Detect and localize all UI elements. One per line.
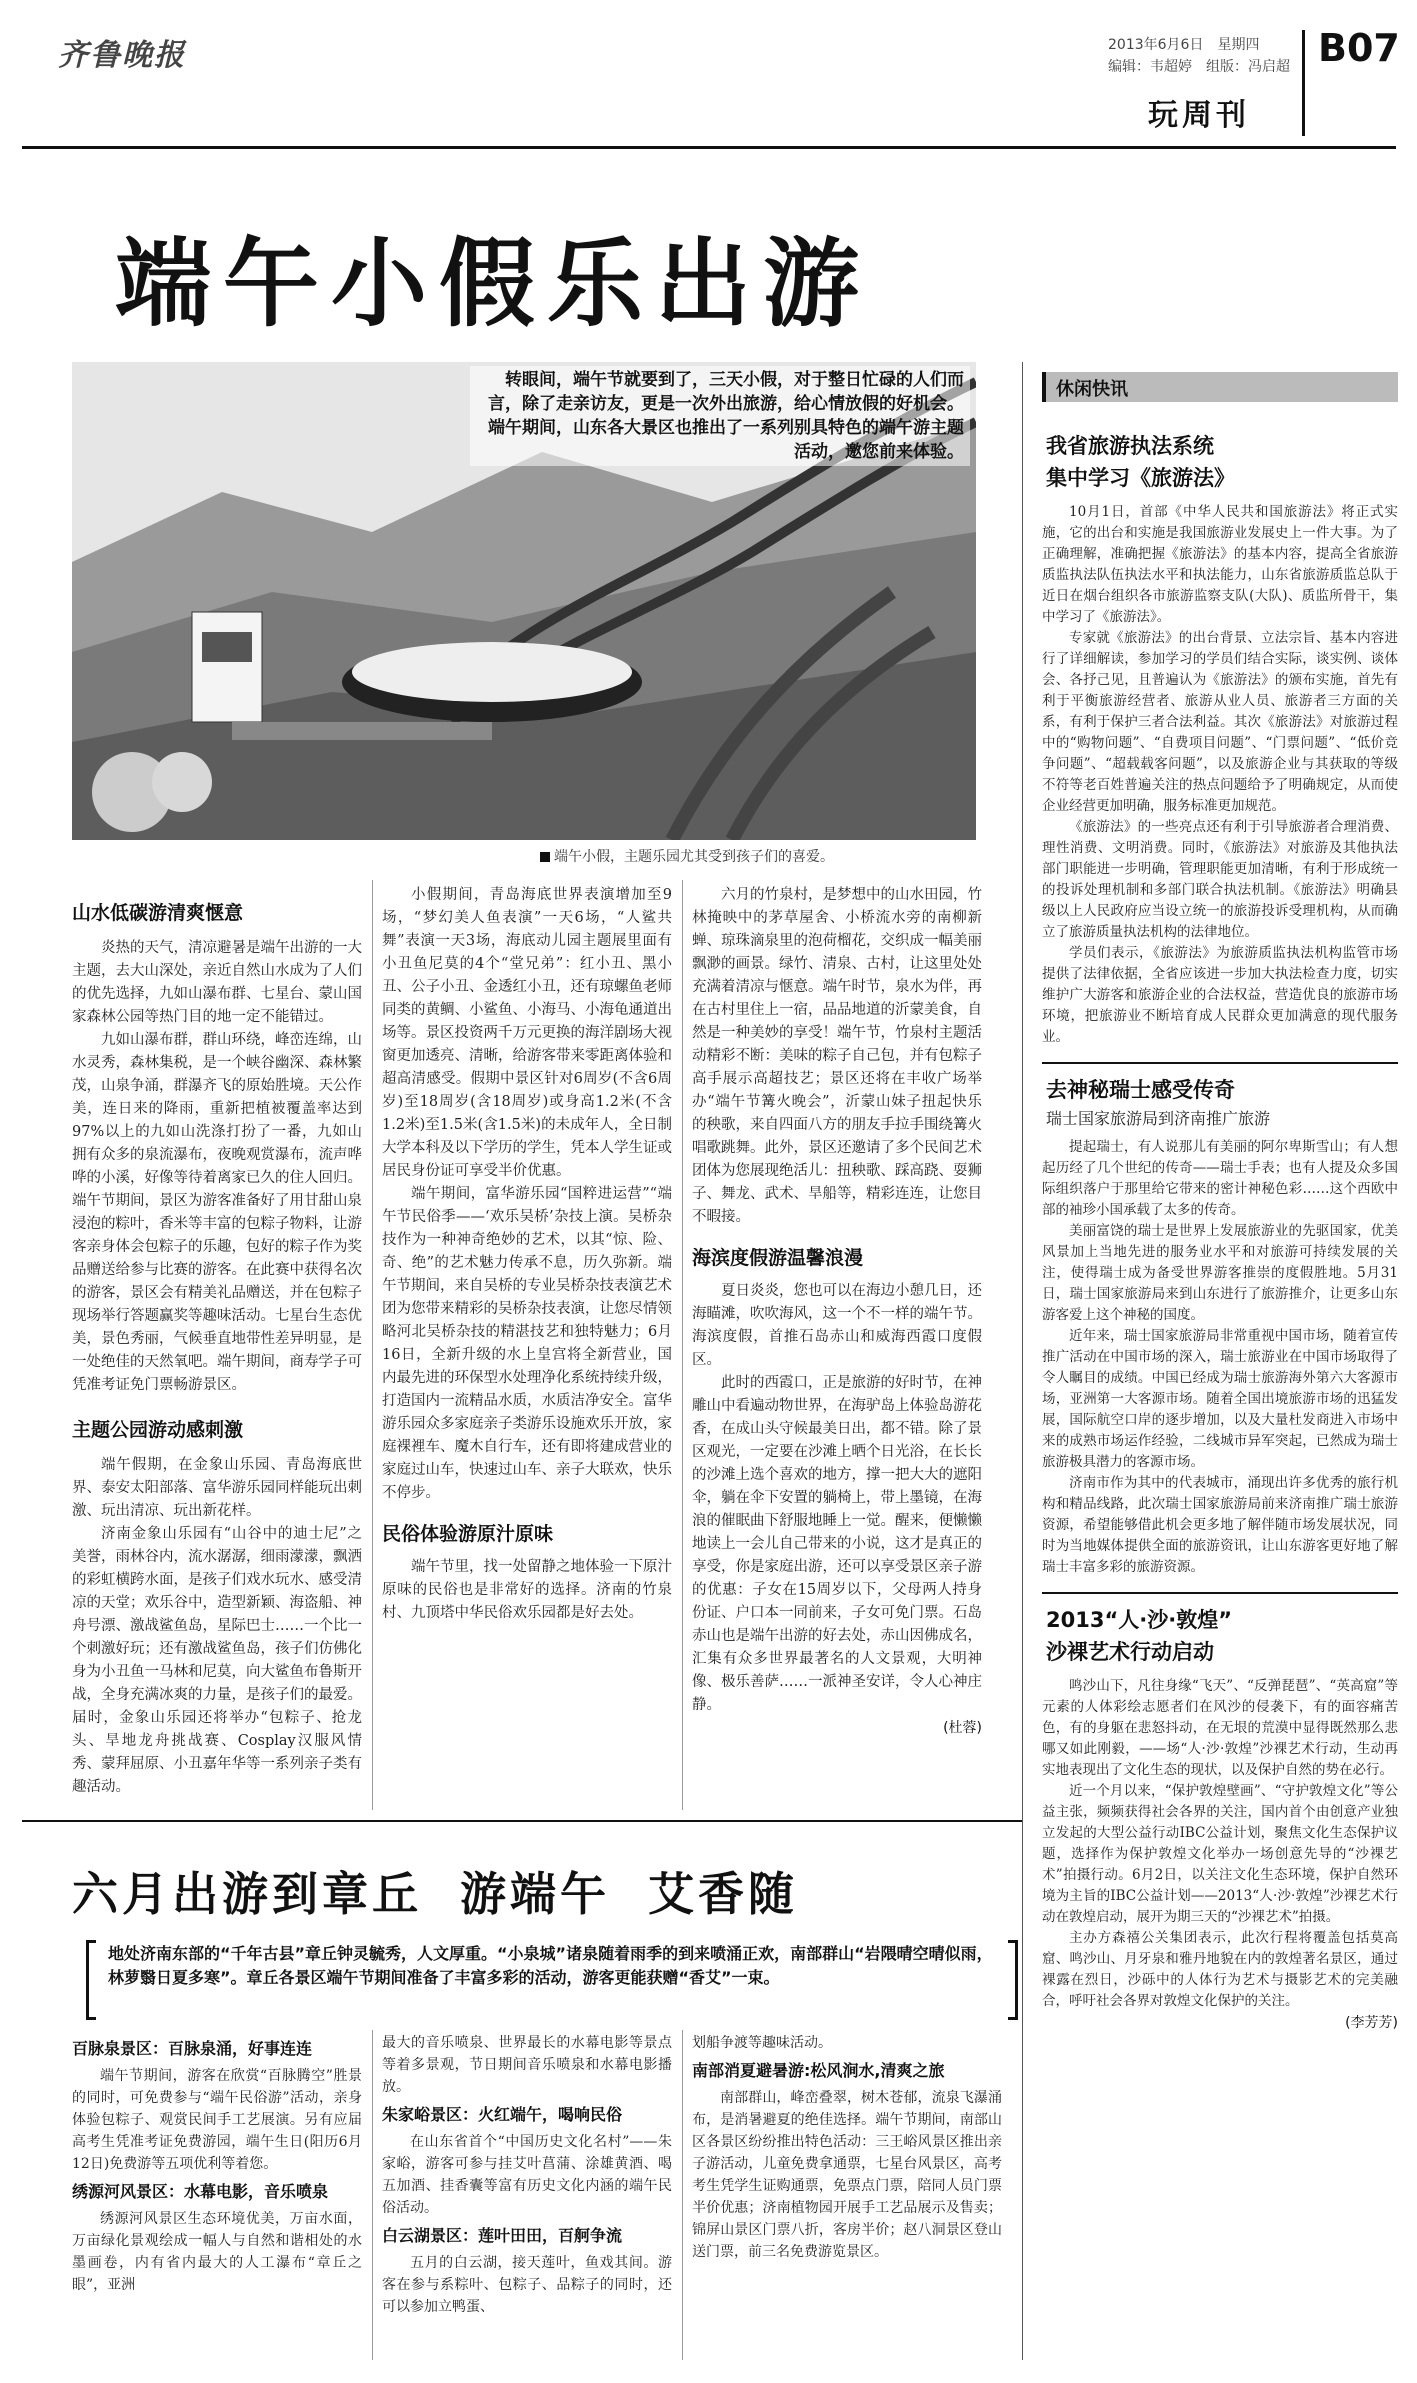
col2-para: 端午节里，找一处留静之地体验一下原汁原味的民俗也是非常好的选择。济南的竹泉村、九顶塔中华民俗欢乐园都是好去处。 <box>382 1559 672 1621</box>
col3-para: 六月的竹泉村，是梦想中的山水田园，竹林掩映中的茅草屋舍、小桥流水旁的南柳新蝉、琼珠滴泉里的泡荷榴花，交织成一幅美丽飘渺的画景。绿竹、清泉、古村，让这里处处充满着清凉与惬意。端午时节，泉水为伴，再在古村里住上一宿，品品地道的沂蒙美食，自然是一种美妙的享受！端午节，竹泉村主题活动精彩不断：美味的粽子自己包，并有包粽子高手展示高超技艺；景区还将在丰收广场举办“端午节篝火晚会”，沂蒙山妹子扭起快乐的秧歌，来自四面八方的朋友手拉手围绕篝火唱歌跳舞。此外，景区还邀请了多个民间艺术团体为您展现绝活儿：扭秧歌、踩高跷、耍狮子、舞龙、武术、旱船等，精彩连连，让您目不暇接。 <box>692 887 982 1225</box>
bottom-c2-heading-2: 白云湖景区：莲叶田田，百舸争流 <box>382 2226 623 2245</box>
col1-para: 济南金象山乐园有“山谷中的迪士尼”之美誉，雨林谷内，流水潺潺，细雨濛濛，飘洒的彩虹横跨水面，是孩子们戏水玩水、感受清凉的天堂；欢乐谷中，造型新颖、海盗船、神舟号漂、激战鲨鱼岛，星际巴士……一个比一个刺激好玩；还有激战鲨鱼岛，孩子们仿佛化身为小丑鱼一马林和尼莫，向大鲨鱼布鲁斯开战，全身充满冰爽的力量，是孩子们的最爱。届时，金象山乐园还将举办“包粽子、抢龙头、旱地龙舟挑战赛、Cosplay汉服风情秀、蒙拜屈原、小丑嘉年华等一系列亲子类有趣活动。 <box>72 1526 362 1795</box>
bottom-c3-para: 划船争渡等趣味活动。 <box>692 2035 832 2051</box>
story2-para: 提起瑞士，有人说那儿有美丽的阿尔卑斯雪山；有人想起历经了几个世纪的传奇——瑞士手表；也有人提及众多国际组织落户于那里给它带来的密计神秘色彩……这个西欧中部的袖珍小国承载了太多的传奇。 <box>1042 1139 1398 1218</box>
col1-para: 九如山瀑布群，群山环绕，峰峦连绵，山水灵秀，森林集税，是一个峡谷幽深、森林繁茂，山泉争涌，群瀑齐飞的原始胜境。天公作美，连日来的降雨，重新把植被覆盖率达到97%以上的九如山洗涤打扮了一番，九如山拥有众多的泉流瀑布，夜晚观赏瀑布，流声哗哗的小溪，好像等待着离家已久的住人回归。端午节期间，景区为游客准备好了用甘甜山泉浸泡的粽叶，香米等丰富的包粽子物料，让游客亲身体会包粽子的乐趣，包好的粽子作为奖品赠送给参与比赛的游客。在此赛中获得名次的游客，景区会有精美礼品赠送，并在包粽子现场举行答题赢奖等趣味活动。七星台生态优美，景色秀丽，气候垂直地带性差异明显，是一处绝佳的天然氧吧。端午期间，商寿学子可凭准考证免门票畅游景区。 <box>72 1032 362 1393</box>
feature-column-3 <box>692 884 982 1737</box>
col2-heading: 民俗体验游原汁原味 <box>382 1523 554 1545</box>
bottom-c2-para: 在山东省首个“中国历史文化名村”——朱家峪，游客可参与挂艾叶菖蒲、涂雄黄酒、喝五加酒、挂香囊等富有历史文化内涵的端午民俗活动。 <box>382 2134 672 2216</box>
header-rule <box>22 146 1396 149</box>
sidebar-story-1 <box>1042 430 1398 2032</box>
story3-para: 近一个月以来，“保护敦煌壁画”、“守护敦煌文化”等公益主张，频频获得社会各界的关注，国内首个由创意产业独立发起的大型公益行动IBC公益计划，聚焦文化生态保护议题，选择作为保护敦煌文化举办一场创意先导的“沙裸艺术”拍摄行动。6月2日，以关注文化生态环境，保护自然环境为主旨的IBC公益计划——2013“人·沙·敦煌”沙裸艺术行动在敦煌启动，展开为期三天的“沙裸艺术”拍摄。 <box>1042 1783 1398 1925</box>
column-divider <box>682 2030 683 2360</box>
feature-column-2 <box>382 884 672 1625</box>
story1-title-line2: 集中学习《旅游法》 <box>1046 466 1235 490</box>
caption-text: 端午小假，主题乐园尤其受到孩子们的喜爱。 <box>554 849 834 865</box>
section-rule <box>22 1820 1022 1822</box>
col1-para: 端午假期，在金象山乐园、青岛海底世界、泰安太阳部落、富华游乐园同样能玩出刺激、玩出清凉、玩出新花样。 <box>72 1457 362 1519</box>
col2-para: 端午期间，富华游乐园“国粹进运营”“端午节民俗季——‘欢乐吴桥’杂技上演。吴桥杂技作为一种神奇绝妙的艺术，以其“惊、险、奇、绝”的艺术魅力传承不息，历久弥新。端午节期间，来自吴桥的专业吴桥杂技表演艺术团为您带来精彩的吴桥杂技表演，让您尽情领略河北吴桥杂技的精湛技艺和独特魅力；6月16日，全新升级的水上皇宫将全新营业，国内最先进的环保型水处理净化系统持续升级，打造国内一流精品水质，水质洁净安全。富华游乐园众多家庭亲子类游乐设施欢乐开放，家庭裸裡车、魔木自行车，还有即将建成营业的家庭过山车，快速过山车、亲子大联欢，快乐不停步。 <box>382 1186 672 1501</box>
bottom-c1-heading-2: 绣源河风景区：水幕电影，音乐喷泉 <box>72 2182 329 2201</box>
feature-intro: 转眼间，端午节就要到了，三天小假，对于整日忙碌的人们而言，除了走亲访友，更是一次外出旅游，给心情放假的好机会。端午期间，山东各大景区也推出了一系列别具特色的端午游主题活动，邀您前来体验。 <box>470 366 970 466</box>
feature-column-1 <box>72 892 362 1799</box>
sidebar-divider <box>1022 362 1023 2360</box>
section-name: 玩周刊 <box>1148 98 1250 133</box>
column-divider <box>372 880 373 1810</box>
bottom-c1-para: 端午节期间，游客在欣赏“百脉腾空”胜景的同时，可免费参与“端午民俗游”活动，亲身体验包粽子、观赏民间手工艺展演。另有应届高考生凭准考证免费游园，端午生日(阳历6月12日)免费游等五项优利等着您。 <box>72 2068 362 2172</box>
col3-byline: (杜蓉) <box>943 1720 982 1736</box>
feature-headline: 端午小假乐出游 <box>115 228 871 340</box>
page-number: B07 <box>1318 26 1400 70</box>
story1-para: 《旅游法》的一些亮点还有利于引导旅游者合理消费、理性消费、文明消费。同时，《旅游法》对旅游及其他执法部门职能进一步明确，管理职能更加清晰，有利于形成统一的投诉处理机制和多部门联合执法机制。《旅游法》明确县级以上人民政府应当设立统一的旅游投诉受理机构，从而确立了旅游质量执法机构的法律地位。 <box>1042 819 1398 940</box>
story3-title-line2: 沙裸艺术行动启动 <box>1046 1640 1214 1664</box>
column-divider <box>682 880 683 1810</box>
sidebar-separator <box>1042 1062 1398 1064</box>
bottom-headline-part: 游端午 <box>460 1867 610 1921</box>
issue-date: 2013年6月6日 星期四 <box>1108 37 1260 53</box>
bottom-column-2 <box>382 2032 672 2318</box>
bottom-c1-heading: 百脉泉景区：百脉泉涌，好事连连 <box>72 2039 313 2058</box>
story2-para: 济南市作为其中的代表城市，涌现出许多优秀的旅行机构和精品线路，此次瑞士国家旅游局前来济南推广瑞士旅游资源，希望能够借此机会更多地了解伴随市场发展状况，同时为当地媒体提供全面的旅游资讯，让山东游客更好地了解瑞士丰富多彩的旅游资源。 <box>1042 1475 1398 1575</box>
col1-para: 炎热的天气，清凉避暑是端午出游的一大主题，去大山深处，亲近自然山水成为了人们的优先选择，九如山瀑布群、七星台、蒙山国家森林公园等热门目的地一定不能错过。 <box>72 940 362 1025</box>
bottom-headline-part: 六月出游到章丘 <box>72 1867 422 1921</box>
bottom-c3-para: 南部群山，峰峦叠翠，树木苍郁，流泉飞瀑涌布，是消暑避夏的绝佳选择。端午节期间，南部山区各景区纷纷推出特色活动：三王峪风景区推出亲子游活动，儿童免费拿通票，七星台风景区，高考考生凭学生证购通票，免票点门票，陪同人员门票半价优惠；济南植物园开展手工艺品展示及售卖；锦屏山景区门票八折，客房半价；赵八洞景区登山送门票，前三名免费游览景区。 <box>692 2090 1002 2260</box>
story1-para: 专家就《旅游法》的出台背景、立法宗旨、基本内容进行了详细解读，参加学习的学员们结合实际，谈实例、谈体会、各抒己见，且普遍认为《旅游法》的颁布实施，首先有利于平衡旅游经营者、旅游从业人员、旅游者三方面的关系，有利于保护三者合法利益。其次《旅游法》对旅游过程中的“购物问题”、“自费项目问题”、“门票问题”、“低价竞争问题”、“超载载客问题”，以及旅游企业与其获取的等级不符等老百姓普遍关注的热点问题给予了明确规定，从而使企业经营更加明确，服务标准更加规范。 <box>1042 630 1398 814</box>
dateline <box>1108 34 1290 78</box>
story1-para: 10月1日，首部《中华人民共和国旅游法》将正式实施，它的出台和实施是我国旅游业发展史上一件大事。为了正确理解，准确把握《旅游法》的基本内容，提高全省旅游质监执法队伍执法水平和执法能力，山东省旅游质监总队于近日在烟台组织各市旅游监察支队(大队)、质监所骨干，集中学习了《旅游法》。 <box>1042 504 1398 625</box>
bottom-c3-heading: 南部消夏避暑游:松风涧水,清爽之旅 <box>692 2061 945 2080</box>
sidebar-header: 休闲快讯 <box>1042 372 1398 402</box>
story2-title: 去神秘瑞士感受传奇 <box>1046 1078 1235 1102</box>
sidebar-separator <box>1042 1592 1398 1594</box>
bottom-lead: 地处济南东部的“千年古县”章丘钟灵毓秀，人文厚重。“小泉城”诸泉随着雨季的到来喷涌正欢，南部群山“岩隈晴空晴似雨，林萝翳日夏多寒”。章丘各景区端午节期间准备了丰富多彩的活动，游客更能获赠“香艾”一束。 <box>108 1944 993 1987</box>
caption-triangle-icon <box>540 852 550 862</box>
col2-para: 小假期间，青岛海底世界表演增加至9场，“梦幻美人鱼表演”一天6场，“人鲨共舞”表演一天3场，海底动儿园主题展里面有小丑鱼尼莫的4个“堂兄弟”：红小丑、黑小丑、公子小丑、金透红小丑，还有琼螺鱼老师同类的黄鲷、小鲨鱼、小海马、小海龟通道出场等。景区投资两千万元更换的海洋剧场大视窗更加透亮、清晰，给游客带来零距离体验和超高清感受。假期中景区针对6周岁(不含6周岁)至18周岁(含18周岁)或身高1.2米(不含1.2米)至1.5米(含1.5米)的未成年人，全日制大学本科及以下学历的学生，凭本人学生证或居民身份证可享受半价优惠。 <box>382 887 672 1179</box>
bottom-c2-para: 最大的音乐喷泉、世界最长的水幕电影等景点等着多景观，节日期间音乐喷泉和水幕电影播放。 <box>382 2035 672 2095</box>
bottom-headline <box>72 1858 836 1924</box>
col3-para: 此时的西霞口，正是旅游的好时节，在神雕山中看遍动物世界，在海驴岛上体验岛游花香，在成山头守候最美日出，都不错。除了景区观光，一定要在沙滩上晒个日光浴，在长长的沙滩上选个喜欢的地方，撑一把大大的遮阳伞，躺在伞下安置的躺椅上，带上墨镜，在海浪的催眠曲下舒服地睡上一觉。醒来，便懒懒地读上一会儿自己带来的小说，这才是真正的享受，你是家庭出游，还可以享受景区亲子游的优惠：子女在15周岁以下，父母两人持身份证、户口本一同前来，子女可免门票。石岛赤山也是端午出游的好去处，赤山因佛成名，汇集有众多世界最著名的人文景观，大明神像、极乐善萨……一派神圣安详，令人心神庄静。 <box>692 1375 982 1713</box>
bottom-column-1 <box>72 2032 362 2296</box>
editor-credits: 编辑：韦超婷 组版：冯启超 <box>1108 59 1290 75</box>
story3-para: 鸣沙山下，凡往身缘“飞天”、“反弹琵琶”、“英高窟”等元素的人体彩绘志愿者们在风沙的侵袭下，有的面容痛苦色，有的身躯在悲怒抖动，在无垠的荒漠中显得既然那么悲哪又如此刚毅，——场“人·沙·敦煌”沙裸艺术行动，生动再实地表现出了文化生态的现状，以及保护自然的势在必行。 <box>1042 1678 1398 1778</box>
story3-title-line1: 2013“人·沙·敦煌” <box>1046 1608 1233 1632</box>
column-divider <box>372 2030 373 2360</box>
bottom-column-3 <box>692 2032 1002 2263</box>
story2-subtitle: 瑞士国家旅游局到济南推广旅游 <box>1046 1109 1271 1128</box>
story3-byline: (李芳芳) <box>1345 2015 1398 2031</box>
story1-title-line1: 我省旅游执法系统 <box>1046 434 1214 458</box>
story2-para: 美丽富饶的瑞士是世界上发展旅游业的先驱国家，优美风景加上当地先进的服务业水平和对旅游可持续发展的关注，使得瑞士成为备受世界游客推崇的度假胜地。5月31日，瑞士国家旅游局来到山东进行了旅游推介，让更多山东游客爱上这个神秘的国度。 <box>1042 1223 1398 1323</box>
bottom-c2-para: 五月的白云湖，接天莲叶，鱼戏其间。游客在参与系粽叶、包粽子、品粽子的同时，还可以参加立鸭蛋、 <box>382 2255 672 2315</box>
bottom-headline-part: 艾香随 <box>648 1867 798 1921</box>
story3-para: 主办方森禧公关集团表示，此次行程将覆盖包括莫高窟、鸣沙山、月牙泉和雅丹地貌在内的敦煌著名景区，通过裸露在烈日，沙砾中的人体行为艺术与摄影艺术的完美融合，呼吁社会各界对敦煌文化保护的关注。 <box>1042 1930 1398 2009</box>
story1-para: 学员们表示，《旅游法》为旅游质监执法机构监管市场提供了法律依据，全省应该进一步加大执法检查力度，切实维护广大游客和旅游企业的合法权益，营造优良的旅游市场环境，把旅游业不断培育成人民群众更加满意的现代服务业。 <box>1042 945 1398 1045</box>
col3-heading: 海滨度假游温馨浪漫 <box>692 1247 864 1269</box>
photo-caption <box>540 846 834 866</box>
header-divider <box>1302 30 1305 136</box>
bottom-c2-heading: 朱家峪景区：火红端午，喝响民俗 <box>382 2105 623 2124</box>
bottom-c1-para: 绣源河风景区生态环境优美，万亩水面，万亩绿化景观绘成一幅人与自然和谐相处的水墨画卷，内有省内最大的人工瀑布“章丘之眼”，亚洲 <box>72 2211 362 2293</box>
masthead-logo: 齐鲁晚报 <box>58 38 186 73</box>
col1-heading-2: 主题公园游动感刺激 <box>72 1419 244 1441</box>
col3-para: 夏日炎炎，您也可以在海边小憩几日，还海瞄滩，吹吹海风，这一个不一样的端午节。海滨度假，首推石岛赤山和威海西霞口度假区。 <box>692 1283 982 1368</box>
lead-bracket-left <box>86 1940 96 2020</box>
story2-para: 近年来，瑞士国家旅游局非常重视中国市场，随着宣传推广活动在中国市场的深入，瑞士旅游业在中国市场取得了令人瞩目的成绩。中国已经成为瑞士旅游海外第六大客源市场，亚洲第一大客源市场。随着全国出境旅游市场的迅猛发展，国际航空口岸的逐步增加，以及大量杜发商进入市场中来的成熟市场运作经验，二线城市异军突起，已然成为瑞士旅游极具潜力的客源市场。 <box>1042 1328 1398 1470</box>
col1-heading: 山水低碳游清爽惬意 <box>72 902 244 924</box>
